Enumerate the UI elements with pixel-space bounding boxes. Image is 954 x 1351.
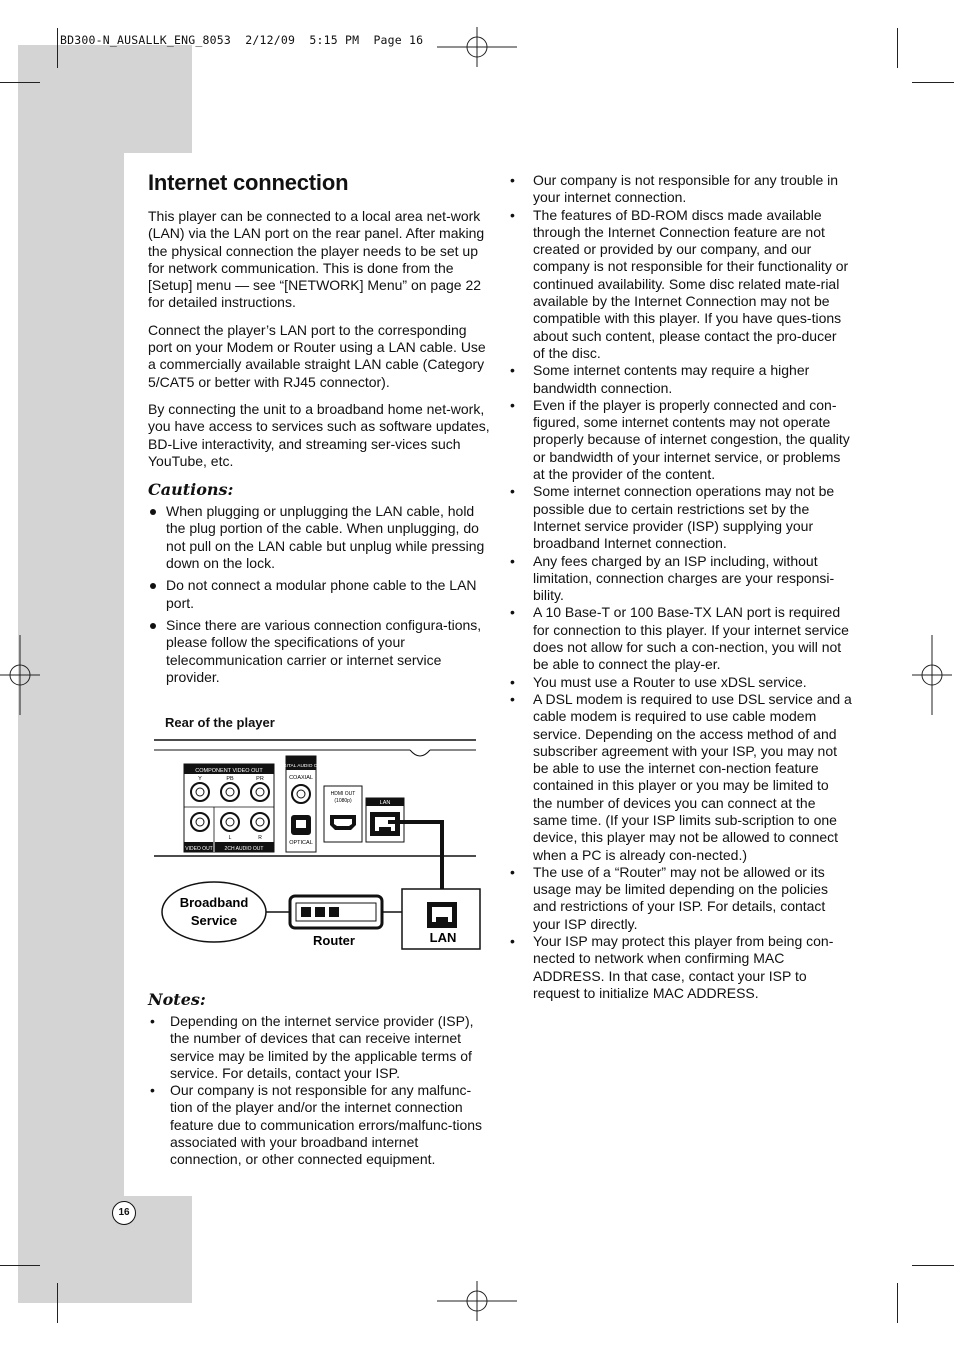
bullet-item: • A 10 Base-T or 100 Base-TX LAN port is required for connection to this player. If your internet service does not allow for such a con-nection, you will not be able to connect the play-er. <box>508 604 852 673</box>
caution-item: Since there are various connection configura-tions, please follow the specifications of your telecommunication carrier or internet service provider. <box>148 617 490 686</box>
connection-diagram <box>148 712 488 974</box>
bullet-item: • Our company is not responsible for any trouble in your internet connection. <box>508 172 852 207</box>
rear-panel-illustration <box>148 712 488 974</box>
label-pr: PR <box>256 776 264 782</box>
caution-item: Do not connect a modular phone cable to the LAN port. <box>148 577 490 612</box>
printer-slug: BD300-N_AUSALLK_ENG_8053 2/12/09 5:15 PM Page 16 <box>60 33 424 47</box>
label-l: L <box>228 835 232 841</box>
note-item: • Depending on the internet service provider (ISP), the number of devices that can receive internet service may be limited by the applicable terms of service. For details, contact your ISP. <box>148 1013 490 1082</box>
notes-heading: Notes: <box>148 990 206 1009</box>
broadband-label-line1: Broadband <box>179 895 249 910</box>
bullet-item: • The features of BD-ROM discs made available through the Internet Connection feature are not created or provided by our company, and our company is not responsible for their functionality or continued availability. Some disc related mate-rial available by the Internet Connection may not be compatible with this player. If you have ques-tions about such content, please contact the pro-ducer of the disc. <box>508 207 852 363</box>
left-column <box>148 170 490 691</box>
note-item: • Our company is not responsible for any malfunc-tion of the player and/or the internet connection feature due to communication errors/malfunc-tions associated with your broadband internet connection, or other connected equipment. <box>148 1082 490 1168</box>
bullet-item: • Any fees charged by an ISP including, without limitation, connection charges are your responsi-bility. <box>508 553 852 605</box>
caution-item: When plugging or unplugging the LAN cable, hold the plug portion of the cable. When unplugging, do not pull on the LAN cable but unplug while pressing down on the lock. <box>148 503 490 572</box>
registration-mark-right <box>912 635 952 715</box>
label-video-out: VIDEO OUT <box>185 846 213 852</box>
margin-panel-bottom <box>18 1196 192 1303</box>
bullet-item: • Even if the player is properly connected and con-figured, some internet contents may not operate properly because of internet congestion, the quality or bandwidth of your internet service, or problems at the provider of the content. <box>508 397 852 483</box>
page-number: 16 <box>112 1201 136 1225</box>
intro-paragraph: Connect the player’s LAN port to the corresponding port on your Modem or Router using a LAN cable. Use a commercially available straight LAN cable (Category 5/CAT5 or better with RJ45 connector). <box>148 321 486 390</box>
crop-mark <box>897 1283 898 1323</box>
label-optical: OPTICAL <box>289 840 313 846</box>
label-pb: PB <box>226 776 234 782</box>
crop-mark <box>0 82 40 83</box>
notes-section <box>148 982 490 1169</box>
right-bullet-list <box>508 172 852 1002</box>
label-r: R <box>258 835 262 841</box>
registration-mark-bottom <box>437 1281 517 1321</box>
label-hdmi-out: HDMI OUT <box>330 791 356 797</box>
diagram-title: Rear of the player <box>165 715 275 730</box>
lan-label: LAN <box>429 930 457 945</box>
bullet-item: • A DSL modem is required to use DSL service and a cable modem is required to use cable modem service. Depending on the access method of and subscriber agreement with your ISP, you may not be able to use the internet con-nection feature contained in this player or you may be limited to the number of devices you can connect at the same time. (If your ISP limits sub-scription to one device, this player may not be allowed to connect when a PC is already con-nected.) <box>508 691 852 864</box>
label-2ch-audio-out: 2CH AUDIO OUT <box>224 846 264 852</box>
label-lan-port: LAN <box>379 800 391 806</box>
page-title: Internet connection <box>148 170 349 195</box>
crop-mark <box>897 28 898 68</box>
bullet-item: • You must use a Router to use xDSL service. <box>508 674 852 691</box>
bullet-item: • The use of a “Router” may not be allowed or its usage may be limited depending on the policies and restrictions of your ISP. For details, contact your ISP directly. <box>508 864 852 933</box>
cautions-list <box>148 503 490 686</box>
crop-mark <box>57 28 58 68</box>
cautions-heading: Cautions: <box>148 480 234 500</box>
router-label: Router <box>313 933 355 948</box>
intro-paragraph: By connecting the unit to a broadband home net-work, you have access to services such as software updates, BD-Live interactivity, and streaming ser-vices such YouTube, etc. <box>148 400 490 469</box>
crop-mark <box>0 1265 40 1266</box>
label-component-video-out: COMPONENT VIDEO OUT <box>195 768 263 774</box>
label-digital-audio-out: DIGITAL AUDIO OUT <box>278 764 324 769</box>
registration-mark-left <box>0 635 40 715</box>
label-y: Y <box>198 776 202 782</box>
broadband-label-line2: Service <box>190 913 238 928</box>
bullet-item: • Your ISP may protect this player from being con-nected to network when confirming MAC ADDRESS. In that case, contact your ISP to request to initialize MAC ADDRESS. <box>508 933 852 1002</box>
crop-mark <box>912 1265 954 1266</box>
bullet-item: • Some internet connection operations may not be possible due to certain restrictions set by the Internet service provider (ISP) supplying your broadband Internet connection. <box>508 483 852 552</box>
registration-mark-top <box>437 27 517 67</box>
label-coaxial: COAXIAL <box>289 775 313 781</box>
crop-mark <box>912 82 954 83</box>
bullet-item: • Some internet contents may require a higher bandwidth connection. <box>508 362 852 397</box>
intro-paragraph: This player can be connected to a local area net-work (LAN) via the LAN port on the rear panel. After making the physical connection the player needs to be set up for network communication. This is done from the [Setup] menu — see “[NETWORK] Menu” on page 22 for detailed instructions. <box>148 208 485 311</box>
right-column <box>508 172 852 1002</box>
notes-list <box>148 1013 490 1169</box>
label-hdmi-resolution: (1080p) <box>334 798 352 804</box>
crop-mark <box>57 1283 58 1323</box>
